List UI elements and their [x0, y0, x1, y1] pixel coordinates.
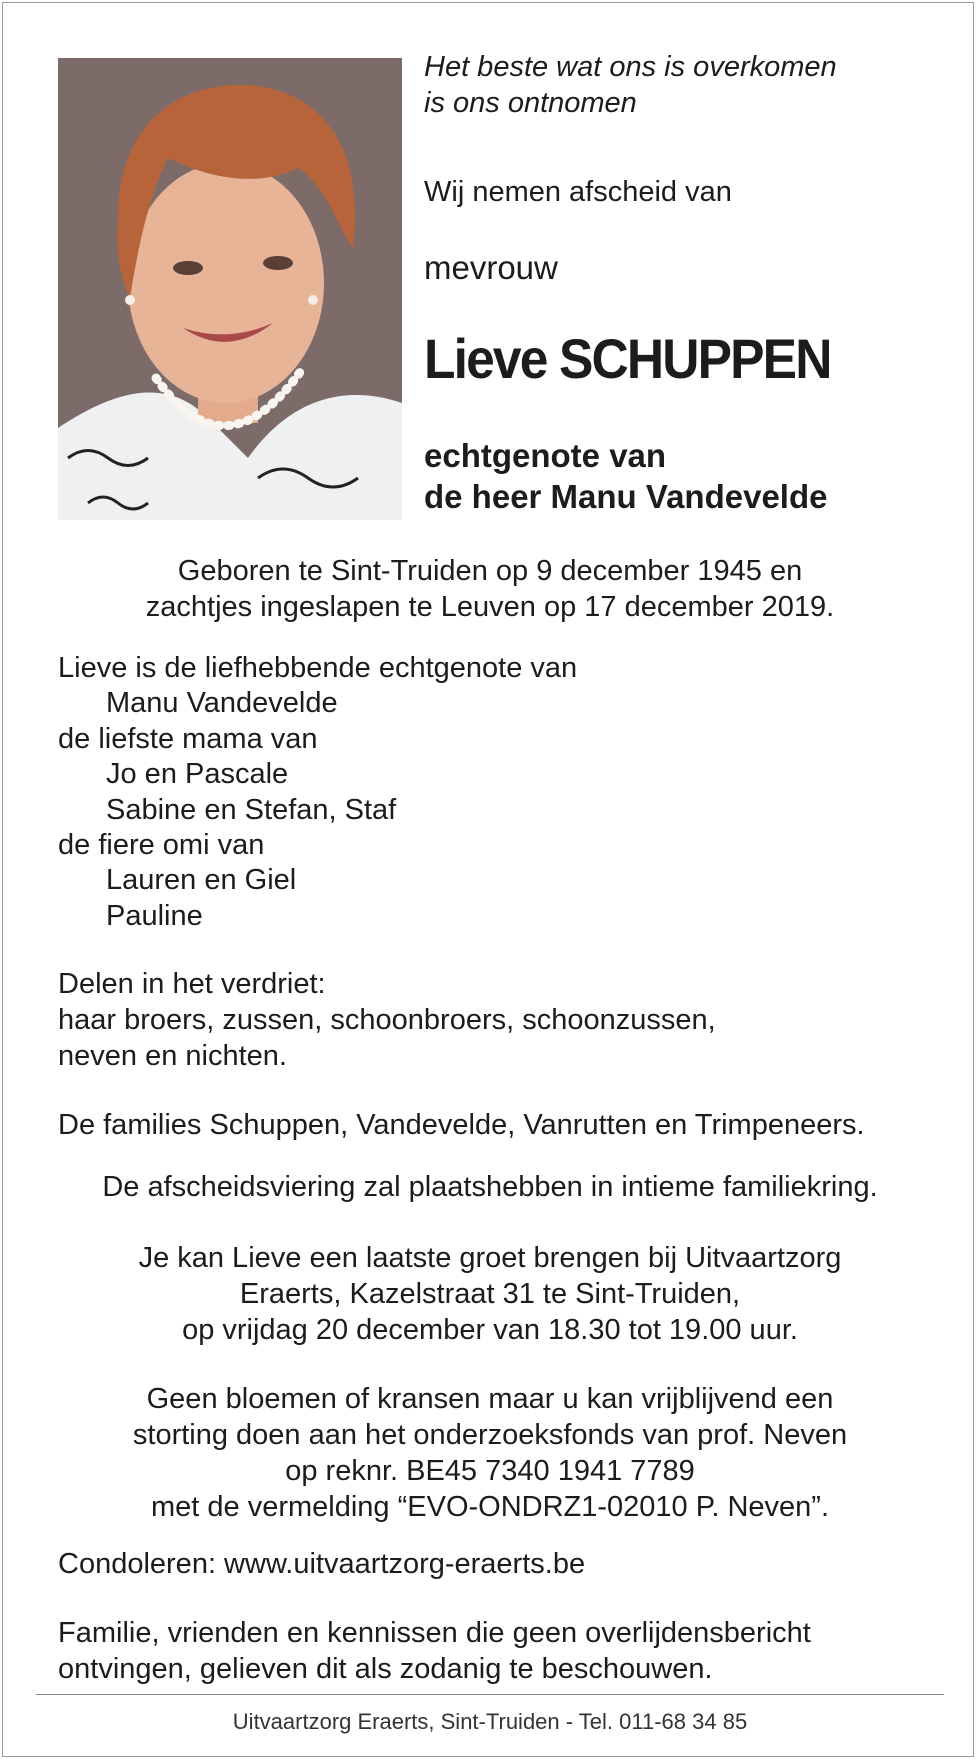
- families-text: De families Schuppen, Vandevelde, Vanrutten en Trimpeneers.: [58, 1109, 865, 1141]
- donation-text: [40, 1382, 940, 1526]
- visit-text: [40, 1241, 940, 1349]
- ceremony-text: De afscheidsviering zal plaatshebben in intieme familiekring.: [102, 1171, 878, 1203]
- quote-line: is ons ontnomen: [424, 86, 637, 119]
- quote: [424, 50, 944, 122]
- grief-text: [58, 967, 958, 1075]
- family-line: Pauline: [106, 899, 203, 932]
- family-list: [58, 651, 958, 934]
- footer-text: Uitvaartzorg Eraerts, Sint-Truiden - Tel. 011-68 34 85: [232, 1709, 748, 1734]
- quote-line: Het beste wat ons is overkomen: [424, 51, 837, 83]
- spouse-line: echtgenote van: [424, 437, 667, 474]
- portrait-photo: [58, 58, 402, 520]
- donation-line: met de vermelding “EVO-ONDRZ1-02010 P. Neven”.: [150, 1490, 830, 1523]
- family-line: Lieve is de liefhebbende echtgenote van: [58, 652, 578, 684]
- spouse-text: [424, 436, 944, 518]
- grief-line: Delen in het verdriet:: [58, 968, 326, 1000]
- birth-death-text: [40, 554, 940, 626]
- spouse-line: de heer Manu Vandevelde: [424, 477, 828, 515]
- visit-line: Eraerts, Kazelstraat 31 te Sint-Truiden,: [239, 1277, 741, 1310]
- birth-line: Geboren te Sint-Truiden op 9 december 1945 en: [177, 555, 803, 587]
- family-line: Lauren en Giel: [106, 864, 297, 897]
- notice-text: [58, 1616, 958, 1688]
- donation-line: storting doen aan het onderzoeksfonds van prof. Neven: [132, 1418, 848, 1451]
- deceased-name: Lieve SCHUPPEN: [424, 327, 831, 390]
- footer-divider: [36, 1694, 944, 1695]
- family-line: Jo en Pascale: [106, 758, 289, 791]
- intro-text: Wij nemen afscheid van: [424, 176, 732, 208]
- condolences-text: Condoleren: www.uitvaartzorg-eraerts.be: [58, 1548, 586, 1580]
- grief-line: haar broers, zussen, schoonbroers, schoonzussen,: [58, 1003, 716, 1036]
- family-line: Sabine en Stefan, Staf: [106, 793, 397, 826]
- donation-line: Geen bloemen of kransen maar u kan vrijblijvend een: [146, 1383, 834, 1415]
- visit-line: Je kan Lieve een laatste groet brengen bij Uitvaartzorg: [138, 1242, 842, 1274]
- visit-line: op vrijdag 20 december van 18.30 tot 19.00 uur.: [182, 1313, 798, 1346]
- family-line: de fiere omi van: [58, 829, 265, 862]
- death-line: zachtjes ingeslapen te Leuven op 17 december 2019.: [145, 590, 835, 623]
- family-line: de liefste mama van: [58, 722, 318, 755]
- notice-line: Familie, vrienden en kennissen die geen overlijdensbericht: [58, 1617, 811, 1649]
- notice-line: ontvingen, gelieven dit als zodanig te beschouwen.: [58, 1652, 713, 1685]
- honorific: mevrouw: [424, 249, 558, 286]
- family-line: Manu Vandevelde: [106, 687, 338, 720]
- grief-line: neven en nichten.: [58, 1039, 287, 1072]
- donation-line: op reknr. BE45 7340 1941 7789: [285, 1454, 695, 1487]
- portrait-illustration: [58, 58, 402, 520]
